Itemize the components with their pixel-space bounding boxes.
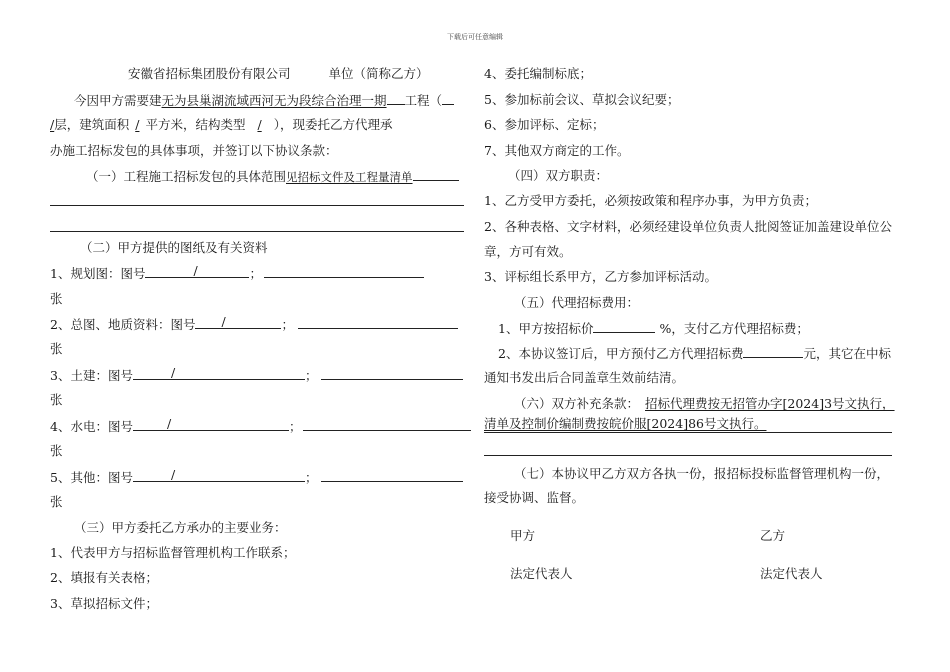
semicolon: ； [304, 368, 318, 383]
unit-label: 张 [50, 341, 63, 356]
slash: / [166, 416, 172, 431]
unit-label: 张 [50, 494, 63, 509]
supplement-clause-2-text: 清单及控制价编制费按皖价服[2024]86号文执行。 [484, 416, 767, 431]
supplement-clause-2 [484, 416, 766, 432]
drawing-label: 5、其他：图号 [50, 470, 133, 485]
fill-line [484, 455, 892, 456]
drawing-label: 3、土建：图号 [50, 368, 133, 383]
project-name: 无为县巢湖流域西河无为段综合治理一期 [161, 93, 387, 108]
intro-line-3: 办施工招标发包的具体事项，并签订以下协议条款： [50, 143, 338, 158]
section-2-title: （二）甲方提供的图纸及有关资料 [80, 240, 268, 255]
section-4-title: （四）双方职责： [508, 168, 609, 183]
party-b-label: 乙方 [760, 528, 786, 543]
floors-value: / [50, 117, 55, 132]
task-item: 5、参加标前会议、草拟会议纪要； [484, 92, 680, 107]
semicolon: ； [249, 266, 262, 281]
fee-line-2 [498, 345, 891, 362]
drawing-number-field [133, 418, 289, 431]
drawing-item-3 [50, 367, 463, 384]
party-line [128, 66, 429, 82]
intro-suffix: 工程（ [404, 93, 443, 108]
drawing-label: 1、规划图：图号 [50, 266, 146, 281]
area-label: 层，建筑面积 [54, 117, 130, 132]
blank [321, 469, 463, 482]
drawing-item-2 [50, 316, 458, 333]
fee-line-3: 通知书发出后合同盖章生效前结清。 [484, 370, 685, 385]
unit-label: 张 [50, 443, 63, 458]
area-value: / [135, 117, 140, 132]
blank [442, 92, 454, 105]
drawing-number-field [195, 316, 281, 329]
semicolon: ； [304, 470, 318, 485]
blank [303, 418, 471, 431]
drawing-label: 2、总图、地质资料：图号 [50, 317, 196, 332]
agent-company: 安徽省招标集团股份有限公司 [128, 66, 291, 81]
section-6-label: （六）双方补充条款： [514, 396, 640, 411]
blank [264, 265, 424, 278]
blank [413, 168, 459, 181]
slash: / [193, 263, 198, 278]
duty-line: 1、乙方受甲方委托，必须按政策和程序办事，为甲方负责； [484, 193, 817, 208]
unit-label: 张 [50, 392, 63, 407]
drawing-item-1 [50, 265, 424, 282]
slash: / [170, 365, 176, 380]
party-a-label: 甲方 [510, 528, 536, 543]
semicolon: ； [281, 317, 294, 332]
section-5-title: （五）代理招标费用： [514, 295, 640, 310]
blank [321, 367, 463, 380]
task-item: 3、草拟招标文件； [50, 596, 158, 611]
task-item: 4、委托编制标底； [484, 66, 592, 81]
drawing-item-5 [50, 469, 463, 486]
fill-line [484, 432, 892, 433]
fee-rate-tail: %，支付乙方代理招标费； [659, 321, 809, 336]
task-item: 6、参加评标、定标； [484, 117, 605, 132]
section-6-line [514, 396, 895, 412]
prepay-tail: 元，其它在中标 [803, 346, 891, 361]
drawing-item-4 [50, 418, 471, 435]
slash: / [170, 467, 176, 482]
page-header: 下载后可任意编辑 [447, 33, 503, 41]
blank [387, 92, 405, 105]
section-1-line [86, 168, 459, 185]
unit-label: 张 [50, 291, 63, 306]
duty-line: 2、各种表格、文字材料，必须经建设单位负责人批阅签证加盖建设单位公 [484, 219, 892, 234]
intro-line-1 [74, 92, 454, 109]
task-item: 2、填报有关表格； [50, 570, 158, 585]
section-1-label: （一）工程施工招标发包的具体范围 [86, 169, 287, 184]
structure-value: / [257, 117, 262, 132]
drawing-number-field [133, 367, 305, 380]
prepay-label: 2、本协议签订后，甲方预付乙方代理招标费 [498, 346, 744, 361]
structure-label: 平方米，结构类型 [145, 117, 246, 132]
section-7-line-1: （七）本协议甲乙方双方各执一份，报招标投标监督管理机构一份， [514, 466, 890, 481]
prepay-field [743, 345, 803, 358]
fee-rate-label: 1、甲方按招标价 [498, 321, 594, 336]
fill-line [50, 231, 464, 232]
blank [298, 316, 458, 329]
duty-line: 3、评标组长系甲方，乙方参加评标活动。 [484, 269, 717, 284]
drawing-number-field [145, 265, 249, 278]
duty-line: 章，方可有效。 [484, 244, 572, 259]
section-3-title: （三）甲方委托乙方承办的主要业务： [74, 520, 287, 535]
intro-tail: ），现委托乙方代理承 [273, 117, 393, 132]
intro-prefix: 今因甲方需要建 [74, 93, 162, 108]
fill-line [50, 205, 464, 206]
semicolon: ； [288, 419, 302, 434]
scope-value: 见招标文件及工程量清单 [286, 170, 413, 184]
fee-line-1 [498, 320, 809, 337]
party-b-role: 单位（简称乙方） [328, 66, 429, 81]
fee-rate-field [593, 320, 655, 333]
supplement-clause-1: 招标代理费按无招管办字[2024]3号文执行， [645, 396, 895, 411]
section-7-line-2: 接受协调、监督。 [484, 490, 585, 505]
task-item: 7、其他双方商定的工作。 [484, 143, 630, 158]
party-b-rep-label: 法定代表人 [760, 566, 823, 581]
drawing-number-field [133, 469, 305, 482]
party-a-rep-label: 法定代表人 [510, 566, 573, 581]
drawing-label: 4、水电：图号 [50, 419, 133, 434]
slash: / [221, 314, 226, 329]
task-item: 1、代表甲方与招标监督管理机构工作联系； [50, 545, 296, 560]
intro-line-2 [50, 117, 392, 133]
